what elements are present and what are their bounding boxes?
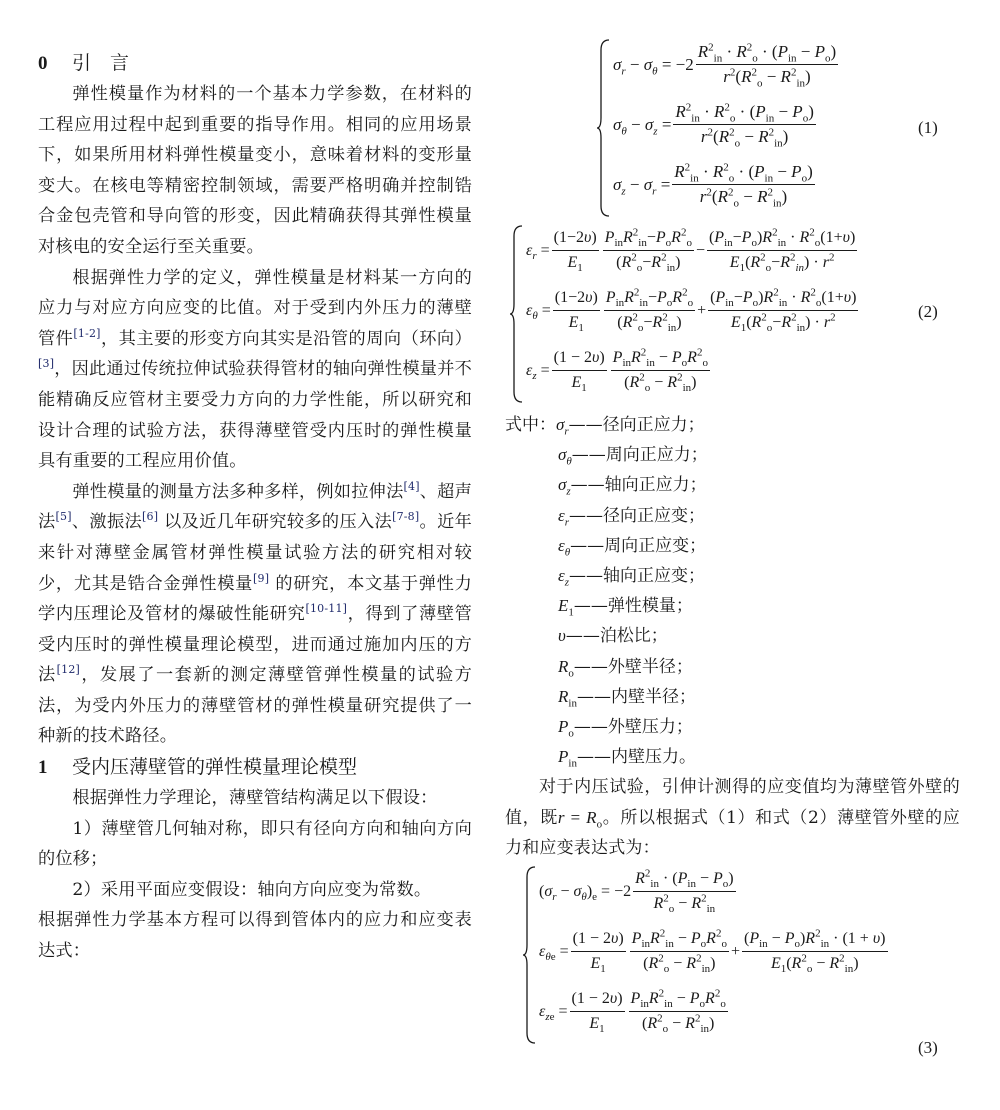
legend-desc: ——径向正应变；	[568, 505, 705, 526]
section-number: 1	[38, 757, 48, 779]
equation-3	[523, 865, 953, 1045]
equation-row: $\varepsilon_r$ = $\frac{(1-2\upsilon)}{E_1}$ $\frac{P_{in}R^2_{in}-P_oR^2_o}{(R^2_o-R^2_{in})}$ − $\frac{(P_{in}-P_o)R^2_{in} \cdot R^2_o(1+\upsilon)}{E_1(R^2_o-R^2_{in}) \cdot r^2}$	[526, 226, 856, 275]
text-run: 。近年来针对薄壁金属管材弹性模量试验方法的研究相对较少，尤其是锆合金弹性模量	[38, 512, 472, 594]
legend-desc: ——外壁压力；	[573, 717, 693, 738]
assumption-1: 1）薄壁管几何轴对称，即只有径向方向和轴向方向的位移；	[38, 818, 472, 870]
inline-math-subscript: o	[596, 818, 603, 831]
intro-paragraph-2	[38, 263, 472, 477]
legend-desc: ——轴向正应力；	[570, 475, 707, 496]
text-run: 、超声法	[38, 481, 472, 533]
legend-symbol: υ	[558, 626, 566, 646]
equation-row: $\varepsilon_z$ = $\frac{(1 - 2\upsilon)}{E_1}$ $\frac{P_{in}R^2_{in} - P_oR^2_o}{(R^2_o - R^2_{in})}$	[526, 346, 708, 395]
section-title: 引 言	[72, 52, 130, 74]
legend-item	[505, 712, 960, 742]
text-run: 、激振法	[71, 512, 143, 533]
citation[interactable]: [12]	[56, 663, 81, 677]
equation-row: $\sigma_\theta$ − $\sigma_z$ = $\frac{R^2_{in} \cdot R^2_o \cdot (P_{in} - P_o)}{r^2(R^2_o - R^2_{in})}$	[613, 101, 814, 150]
legend-desc: ——周向正应变；	[570, 535, 707, 556]
legend-symbol: $P_o$	[558, 717, 574, 740]
left-column	[38, 48, 472, 967]
legend-intro: 式中：	[505, 415, 556, 435]
legend-item	[505, 682, 960, 712]
legend-item	[505, 531, 960, 561]
equation-number: (2)	[918, 302, 938, 321]
left-brace-icon	[597, 38, 611, 218]
citation[interactable]: [5]	[55, 510, 72, 524]
inline-math: r = R	[557, 807, 597, 827]
text-run: ，其主要的形变方向其实是沿管的周向（环向）	[100, 328, 473, 349]
section-1-heading	[38, 752, 472, 783]
legend-desc: ——弹性模量；	[573, 596, 693, 617]
legend-item	[505, 561, 960, 591]
equation-number: (1)	[918, 118, 938, 137]
text-run: 以及近几年研究较多的压入法	[158, 512, 393, 533]
citation[interactable]: [9]	[253, 571, 270, 585]
intro-heading	[38, 48, 472, 79]
legend-symbol: $R_{in}$	[558, 686, 577, 710]
citation[interactable]: [7-8]	[392, 510, 420, 524]
legend-desc: ——轴向正应变；	[568, 566, 705, 587]
legend-desc: ——径向正应力；	[568, 415, 705, 435]
legend-item	[505, 440, 960, 470]
citation[interactable]: [3]	[38, 357, 55, 371]
text-run: 的研究，本文基于弹性力学内压理论及管材的爆破性能研究	[38, 573, 472, 625]
legend-symbol: $\varepsilon_\theta$	[558, 535, 571, 559]
section-title: 受内压薄壁管的弹性模量理论模型	[72, 756, 358, 779]
legend-desc: ——内壁半径；	[576, 686, 696, 707]
legend-item	[505, 410, 960, 440]
equation-2	[510, 224, 940, 404]
text-run: ，因此通过传统拉伸试验获得管材的轴向弹性模量并不能精确反应管材主要受力方向的力学性能，所以研究和设计合理的试验方法，获得薄壁管受内压时的弹性模量具有重要的工程应用价值。	[38, 359, 472, 472]
text-run: ，发展了一套新的测定薄壁管弹性模量的试验方法，为受内外压力的薄壁管材的弹性模量研究提供了一种新的技术路径。	[38, 665, 473, 747]
left-brace-icon	[510, 224, 524, 404]
citation[interactable]: [4]	[403, 479, 420, 493]
citation[interactable]: [6]	[142, 510, 159, 524]
equation-1	[597, 38, 957, 218]
text-run: 弹性模量的测量方法多种多样，例如拉伸法	[72, 481, 404, 502]
legend-symbol: $\sigma_r$	[556, 415, 569, 438]
legend-symbol: $\varepsilon_r$	[558, 505, 569, 528]
legend-symbol: $\varepsilon_z$	[558, 566, 569, 589]
text-run: 。所以根据式（1）和式（2）薄壁管外壁的应力和应变表达式为：	[505, 807, 960, 858]
citation[interactable]: [1-2]	[73, 326, 101, 340]
legend-desc: ——内壁压力。	[576, 747, 696, 768]
legend-item	[505, 591, 960, 621]
section-number: 0	[38, 53, 48, 74]
legend-symbol: $E_1$	[558, 596, 574, 619]
equation-row: $\varepsilon_{ze}$ = $\frac{(1 - 2\upsilon)}{E_1}$ $\frac{P_{in}R^2_{in} - P_oR^2_o}{(R^2_o - R^2_{in})}$	[539, 987, 726, 1036]
citation[interactable]: [10-11]	[305, 602, 348, 616]
legend-item	[505, 652, 960, 682]
legend-desc: ——外壁半径；	[573, 656, 693, 677]
text-run: 对于内压试验，引伸计测得的应变值均为薄壁管外壁的值，既	[505, 777, 960, 828]
legend-desc: ——周向正应力；	[571, 445, 708, 466]
legend-item	[505, 501, 960, 531]
legend-desc: ——泊松比；	[565, 626, 668, 647]
equation-row: ( $\sigma_r$ − $\sigma_\theta$ )$_e$ = −2 $\frac{R^2_{in} \cdot (P_{in} - P_o)}{R^2_o - R^2_{in}}$	[539, 867, 734, 916]
text-run: ，得到了薄壁管受内压时的弹性模量理论模型，进而通过施加内压的方法	[38, 604, 472, 686]
legend-item	[505, 742, 960, 772]
legend-item	[505, 470, 960, 500]
paragraph-after-legend	[505, 772, 960, 863]
legend-symbol: $\sigma_\theta$	[558, 445, 572, 468]
equation-row: $\sigma_z$ − $\sigma_r$ = $\frac{R^2_{in} \cdot R^2_o \cdot (P_{in} - P_o)}{r^2(R^2_o - R^2_{in})}$	[613, 161, 813, 210]
legend-item	[505, 621, 960, 651]
section-1-paragraph-2: 根据弹性力学基本方程可以得到管体内的应力和应变表达式：	[38, 910, 472, 962]
section-1-paragraph-1: 根据弹性力学理论，薄壁管结构满足以下假设：	[72, 788, 438, 809]
assumption-2: 2）采用平面应变假设：轴向方向应变为常数。	[72, 879, 432, 900]
equation-row: $\sigma_r$ − $\sigma_\theta$ = −2 $\frac{R^2_{in} \cdot R^2_o \cdot (P_{in} - P_o)}{r^2(R^2_o - R^2_{in})}$	[613, 41, 837, 90]
intro-paragraph-3	[38, 477, 472, 752]
equation-number: (3)	[918, 1038, 938, 1057]
legend-symbol: $P_{in}$	[558, 747, 577, 770]
text-run: 根据弹性力学的定义，弹性模量是材料某一方向的应力与对应方向应变的比值。对于受到内外压力的薄壁管件	[38, 267, 472, 349]
legend-symbol: $\sigma_z$	[558, 475, 571, 498]
equation-row: $\varepsilon_{\theta e}$ = $\frac{(1 - 2\upsilon)}{E_1}$ $\frac{P_{in}R^2_{in} - P_oR^2_o}{(R^2_o - R^2_{in})}$ + $\frac{(P_{in} - P_o)R^2_{in} \cdot (1 + \upsilon)}{E_1(R^2_o - R^2_{in})}$	[539, 927, 886, 976]
intro-paragraph-1: 弹性模量作为材料的一个基本力学参数，在材料的工程应用过程中起到重要的指导作用。相同的应用场景下，如果所用材料弹性模量变小，意味着材料的变形量变大。在核电等精密控制领域，需要严格明确并控制锆合金包壳管和导向管的形变，因此精确获得其弹性模量对核电的安全运行至关重要。	[38, 84, 472, 257]
left-brace-icon	[523, 865, 537, 1045]
legend-symbol: $R_o$	[558, 656, 574, 680]
symbol-legend	[505, 410, 960, 863]
equation-row: $\varepsilon_\theta$ = $\frac{(1-2\upsilon)}{E_1}$ $\frac{P_{in}R^2_{in}-P_oR^2_o}{(R^2_o-R^2_{in})}$ + $\frac{(P_{in}-P_o)R^2_{in} \cdot R^2_o(1+\upsilon)}{E_1(R^2_o-R^2_{in}) \cdot r^2}$	[526, 286, 857, 335]
